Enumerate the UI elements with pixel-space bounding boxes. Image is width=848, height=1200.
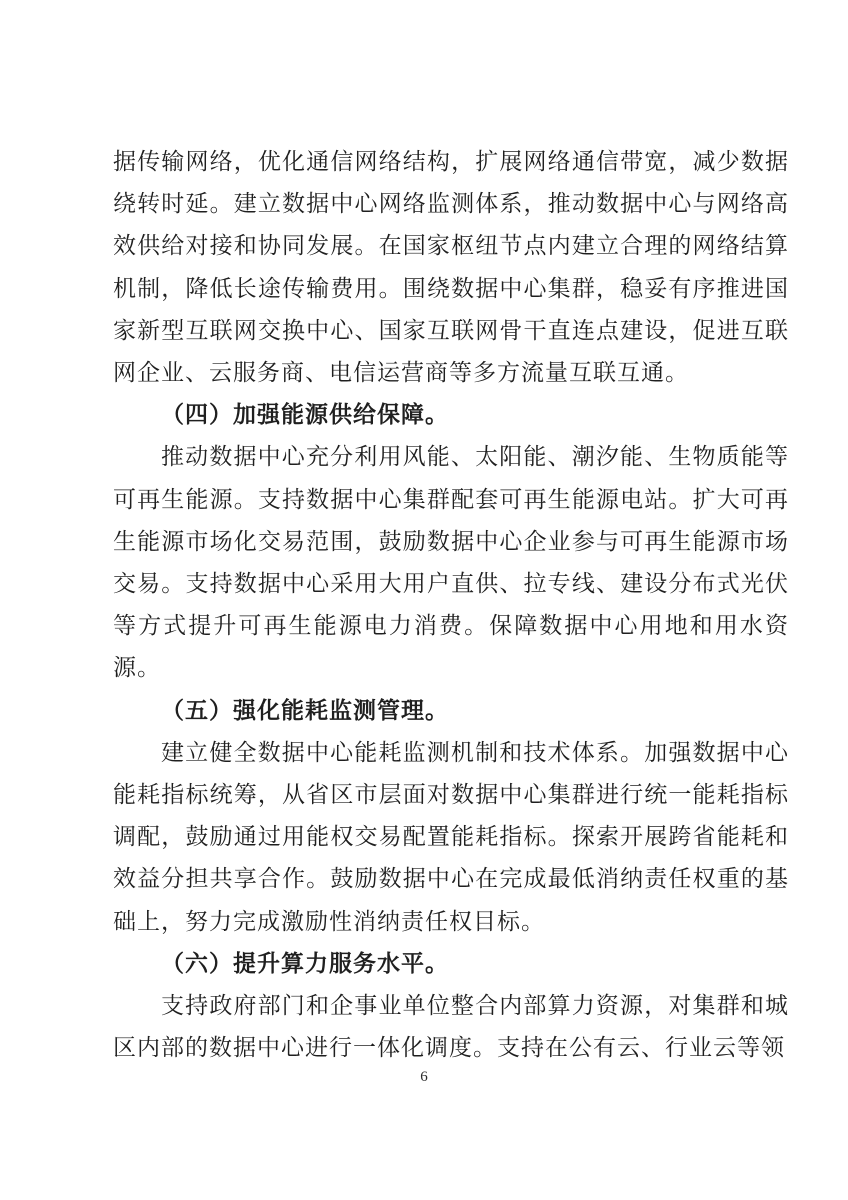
document-heading: （四）加强能源供给保障。 (161, 402, 449, 428)
document-paragraph: 支持政府部门和企事业单位整合内部算力资源，对集群和城区内部的数据中心进行一体化调度。支持在公有云、行业云等领 (113, 993, 789, 1061)
document-heading: （六）提升算力服务水平。 (161, 950, 449, 976)
document-paragraph: 建立健全数据中心能耗监测机制和技术体系。加强数据中心能耗指标统筹，从省区市层面对数据中心集群进行统一能耗指标调配，鼓励通过用能权交易配置能耗指标。探索开展跨省能耗和效益分担共享合作。鼓励数据中心在完成最低消纳责任权重的基础上，努力完成激励性消纳责任权目标。 (113, 739, 789, 934)
document-body (113, 141, 789, 1069)
document-paragraph: 据传输网络，优化通信网络结构，扩展网络通信带宽，减少数据绕转时延。建立数据中心网络监测体系，推动数据中心与网络高效供给对接和协同发展。在国家枢纽节点内建立合理的网络结算机制，降低长途传输费用。围绕数据中心集群，稳妥有序推进国家新型互联网交换中心、国家互联网骨干直连点建设，促进互联网企业、云服务商、电信运营商等多方流量互联互通。 (113, 149, 789, 386)
page-number: 6 (420, 1069, 428, 1085)
document-heading: （五）强化能耗监测管理。 (161, 697, 449, 723)
document-paragraph: 推动数据中心充分利用风能、太阳能、潮汐能、生物质能等可再生能源。支持数据中心集群配套可再生能源电站。扩大可再生能源市场化交易范围，鼓励数据中心企业参与可再生能源市场交易。支持数据中心采用大用户直供、拉专线、建设分布式光伏等方式提升可再生能源电力消费。保障数据中心用地和用水资源。 (113, 444, 789, 681)
